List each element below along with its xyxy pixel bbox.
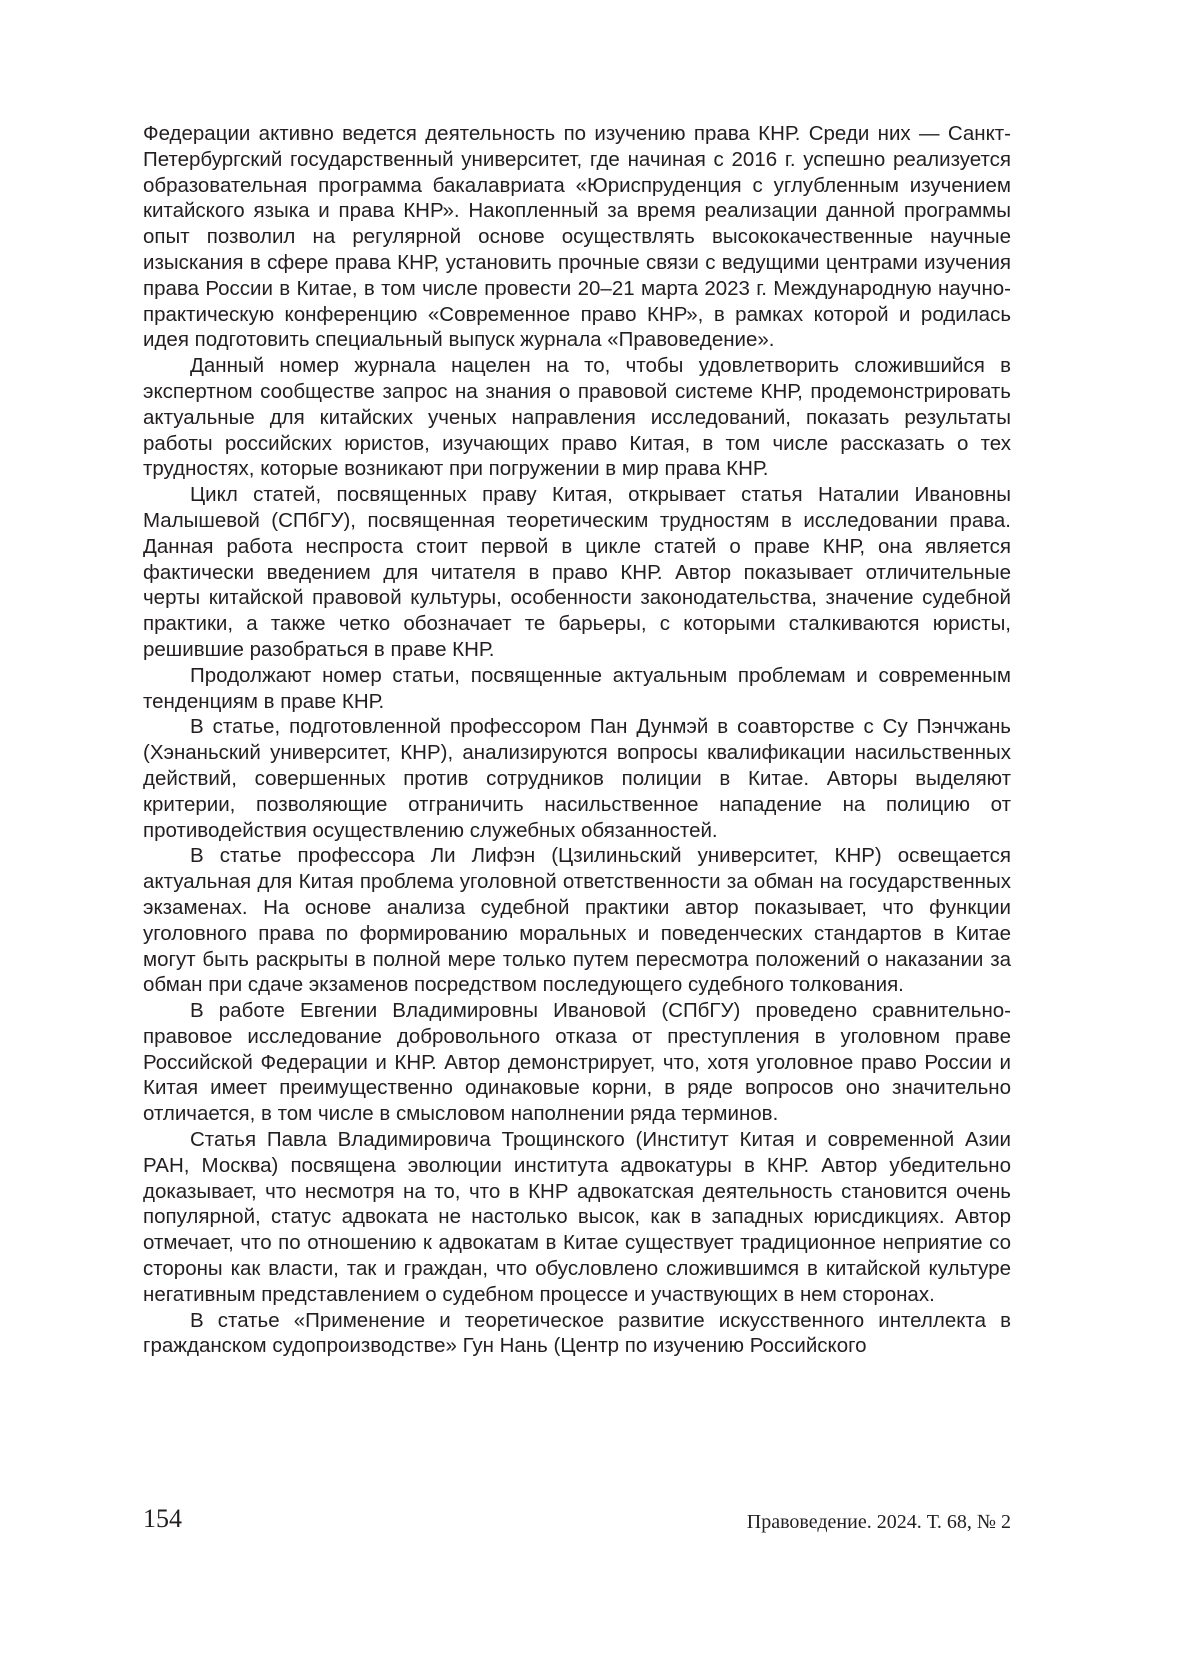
paragraph-troshchinsky: Статья Павла Владимировича Трощинского (Институт Китая и современной Азии РАН, Москва) посвящена эволюции института адвокатуры в КНР. Автор убедительно доказывает, что несмотря на то, что в КНР адвокатская деятельность становится очень популярной, статус адвоката не настолько высок, как в западных юрисдикциях. Автор отмечает, что по отношению к адвокатам в Китае существует традиционное неприятие со стороны как власти, так и граждан, что обусловлено сложившимся в китайской культуре негативным представлением о судебном процессе и участвующих в нем сторонах.	[143, 1128, 1011, 1306]
paragraph-malysheva: Цикл статей, посвященных праву Китая, открывает статья Наталии Ивановны Малышевой (СПбГУ), посвященная теоретическим трудностям в исследовании права. Данная работа неспроста стоит первой в цикле статей о праве КНР, она является фактически введением для читателя в право КНР. Автор показывает отличительные черты китайской правовой культуры, особенности законодательства, значение судебной практики, а также четко обозначает те барьеры, с которыми сталкиваются юристы, решившие разобраться в праве КНР.	[143, 483, 1011, 661]
paragraph-pan-dunmei: В статье, подготовленной профессором Пан Дунмэй в соавторстве с Су Пэнчжань (Хэнаньский университет, КНР), анализируются вопросы квалификации насильственных действий, совершенных против сотрудников полиции в Китае. Авторы выделяют критерии, позволяющие отграничить насильственное нападение на полицию от противодействия осуществлению служебных обязанностей.	[143, 715, 1011, 842]
article-body	[143, 121, 1011, 1359]
paragraph-issue-purpose: Данный номер журнала нацелен на то, чтобы удовлетворить сложившийся в экспертном сообществе запрос на знания о правовой системе КНР, продемонстрировать актуальные для китайских ученых направления исследований, показать результаты работы российских юристов, изучающих право Китая, в том числе рассказать о тех трудностях, которые возникают при погружении в мир права КНР.	[143, 354, 1011, 481]
paragraph-gong-nan: В статье «Применение и теоретическое развитие искусственного интеллекта в гражданском судопроизводстве» Гун Нань (Центр по изучению Российского	[143, 1308, 1011, 1358]
journal-citation: Правоведение. 2024. Т. 68, № 2	[746, 1511, 1011, 1533]
paragraph-ivanova: В работе Евгении Владимировны Ивановой (СПбГУ) проведено сравнительно-правовое исследование добровольного отказа от преступления в уголовном праве Российской Федерации и КНР. Автор демонстрирует, что, хотя уголовное право России и Китая имеет преимущественно одинаковые корни, в ряде вопросов оно значительно отличается, в том числе в смысловом наполнении ряда терминов.	[143, 999, 1011, 1126]
page-number: 154	[143, 1504, 182, 1533]
paragraph-continuation: Федерации активно ведется деятельность по изучению права КНР. Среди них — Санкт-Петербургский государственный университет, где начиная с 2016 г. успешно реализуется образовательная программа бакалавриата «Юриспруденция с углубленным изучением китайского языка и права КНР». Накопленный за время реализации данной программы опыт позволил на регулярной основе осуществлять высококачественные научные изыскания в сфере права КНР, установить прочные связи с ведущими центрами изучения права России в Китае, в том числе провести 20–21 марта 2023 г. Международную научно-практическую конференцию «Современное право КНР», в рамках которой и родилась идея подготовить специальный выпуск журнала «Правоведение».	[143, 122, 1011, 352]
paragraph-current-problems: Продолжают номер статьи, посвященные актуальным проблемам и современным тенденциям в праве КНР.	[143, 663, 1011, 713]
paragraph-li-lifeng: В статье профессора Ли Лифэн (Цзилиньский университет, КНР) освещается актуальная для Китая проблема уголовной ответственности за обман на государственных экзаменах. На основе анализа судебной практики автор показывает, что функции уголовного права по формированию моральных и поведенческих стандартов в Китае могут быть раскрыты в полной мере только путем пересмотра положений о наказании за обман при сдаче экзаменов посредством последующего судебного толкования.	[143, 844, 1011, 997]
